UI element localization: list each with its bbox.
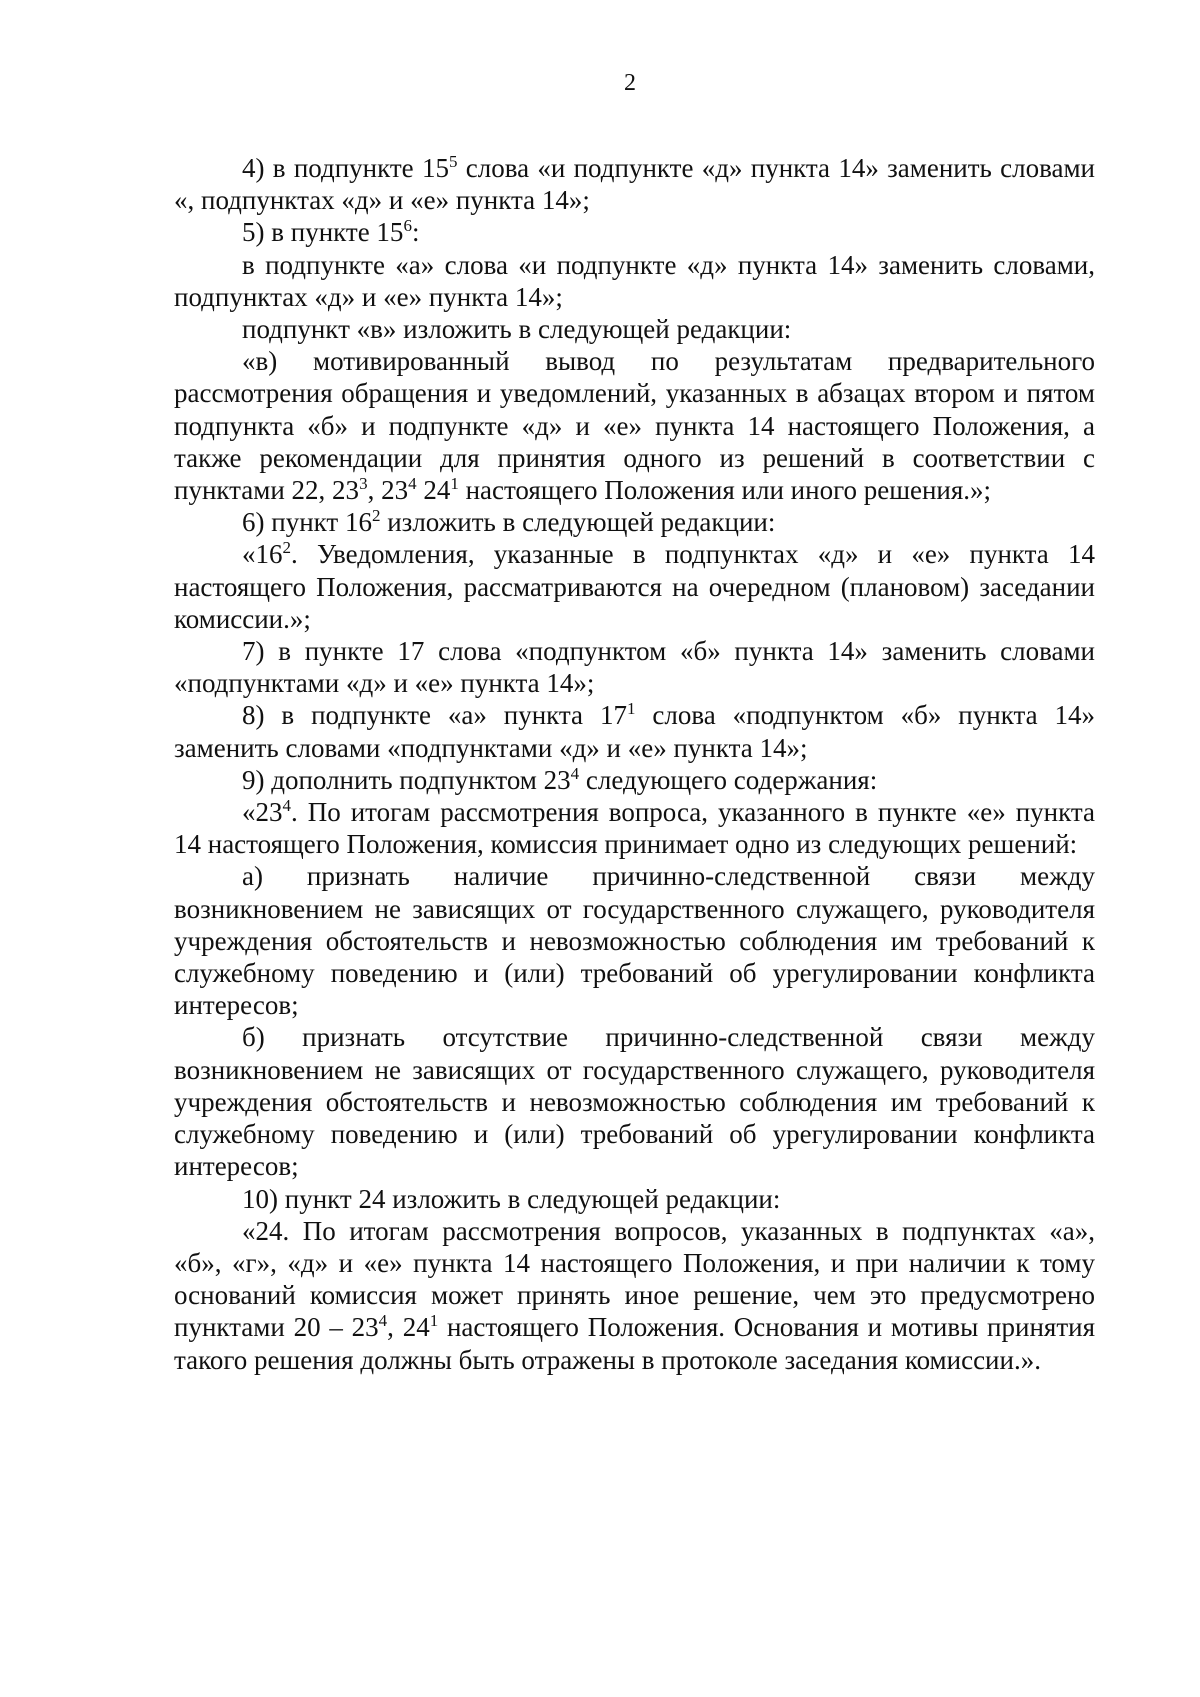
text-run: 10) пункт 24 изложить в следующей редакции:: [242, 1183, 781, 1214]
text-run: 5) в пункте 15: [242, 217, 404, 248]
paragraph-item-5-sub-v-intro: [174, 313, 1095, 345]
text-run: подпункт «в» изложить в следующей редакции:: [242, 314, 792, 345]
superscript: 1: [450, 474, 459, 494]
text-run: 9) дополнить подпунктом 23: [242, 764, 571, 795]
text-run: «23: [242, 797, 283, 828]
superscript: 4: [570, 763, 580, 783]
text-run: «в) мотивированный вывод по результатам предварительного рассмотрения обращения и уведомлений, указанных в абзацах втором и пятом подпункта «б» и подпункте «д» и «е» пункта 14 настоящего Положения, а также рекомендации для принятия одного из решений в соответствии с пунктами 22, 23: [174, 346, 1095, 506]
paragraph-item-6-text: [174, 538, 1095, 635]
superscript: 2: [282, 538, 291, 558]
text-run: :: [411, 217, 420, 248]
superscript: 4: [408, 474, 417, 494]
superscript: 4: [378, 1311, 388, 1331]
text-run: слова «и подпункте «д» пункта 14» заменить словами «, подпунктах «д» и «е» пункта 14»;: [174, 153, 1095, 216]
superscript: 2: [371, 506, 381, 526]
text-run: 7) в пункте 17 слова «подпунктом «б» пункта 14» заменить словами «подпунктами «д» и «е» пункта 14»;: [174, 636, 1095, 699]
paragraph-item-8: [174, 699, 1095, 763]
text-run: , 24: [387, 1312, 430, 1343]
paragraph-item-7: [174, 635, 1095, 699]
text-run: следующего содержания:: [579, 764, 878, 795]
paragraph-item-4: [174, 152, 1095, 216]
text-run: . Уведомления, указанные в подпунктах «д» и «е» пункта 14 настоящего Положения, рассматриваются на очередном (плановом) заседании комиссии.»;: [174, 539, 1095, 634]
text-run: 8) в подпункте «а» пункта 17: [242, 700, 627, 731]
document-body: [174, 152, 1095, 1376]
paragraph-item-6: [174, 506, 1095, 538]
paragraph-item-5: [174, 216, 1095, 248]
text-run: «24. По итогам рассмотрения вопросов, указанных в подпунктах «а», «б», «г», «д» и «е» пункта 14 настоящего Положения, и при наличии к тому оснований комиссия может принять иное решение, чем это предусмотрено пунктами 20 – 23: [174, 1215, 1095, 1343]
text-run: настоящего Положения. Основания и мотивы принятия такого решения должны быть отражены в протоколе заседания комиссии.».: [174, 1312, 1095, 1375]
text-run: 24: [416, 475, 451, 506]
paragraph-item-10-text: [174, 1215, 1095, 1376]
paragraph-item-5-sub-a: [174, 249, 1095, 313]
text-run: . По итогам рассмотрения вопроса, указанного в пункте «е» пункта 14 настоящего Положения, комиссия принимает одно из следующих решений:: [174, 797, 1095, 860]
text-run: «16: [242, 539, 283, 570]
paragraph-item-9-sub-a: [174, 860, 1095, 1021]
paragraph-item-10: [174, 1183, 1095, 1215]
text-run: б) признать отсутствие причинно-следственной связи между возникновением не зависящих от государственного служащего, руководителя учреждения обстоятельств и невозможностью соблюдения им требований к служебному поведению и (или) требований об урегулировании конфликта интересов;: [174, 1022, 1095, 1182]
paragraph-item-5-sub-v-text: [174, 345, 1095, 506]
text-run: 6) пункт 16: [242, 507, 372, 538]
page-number: 2: [624, 70, 636, 96]
superscript: 1: [429, 1311, 439, 1331]
text-run: настоящего Положения или иного решения.»;: [458, 475, 992, 506]
text-run: изложить в следующей редакции:: [380, 507, 776, 538]
superscript: 4: [282, 796, 291, 816]
text-run: 4) в подпункте 15: [242, 153, 449, 183]
text-run: слова «подпунктом «б» пункта 14» заменить словами «подпунктами «д» и «е» пункта 14»;: [174, 700, 1095, 763]
superscript: 5: [448, 152, 458, 171]
paragraph-item-9-sub-b: [174, 1021, 1095, 1182]
superscript: 1: [626, 699, 636, 719]
text-run: , 23: [367, 475, 409, 506]
superscript: 3: [359, 474, 368, 494]
superscript: 6: [403, 216, 412, 236]
paragraph-item-9: [174, 764, 1095, 796]
text-run: в подпункте «а» слова «и подпункте «д» пункта 14» заменить словами, подпунктах «д» и «е» пункта 14»;: [174, 249, 1095, 312]
text-run: а) признать наличие причинно-следственной связи между возникновением не зависящих от государственного служащего, руководителя учреждения обстоятельств и невозможностью соблюдения им требований к служебному поведению и (или) требований об урегулировании конфликта интересов;: [174, 861, 1095, 1021]
paragraph-item-9-text: [174, 796, 1095, 860]
